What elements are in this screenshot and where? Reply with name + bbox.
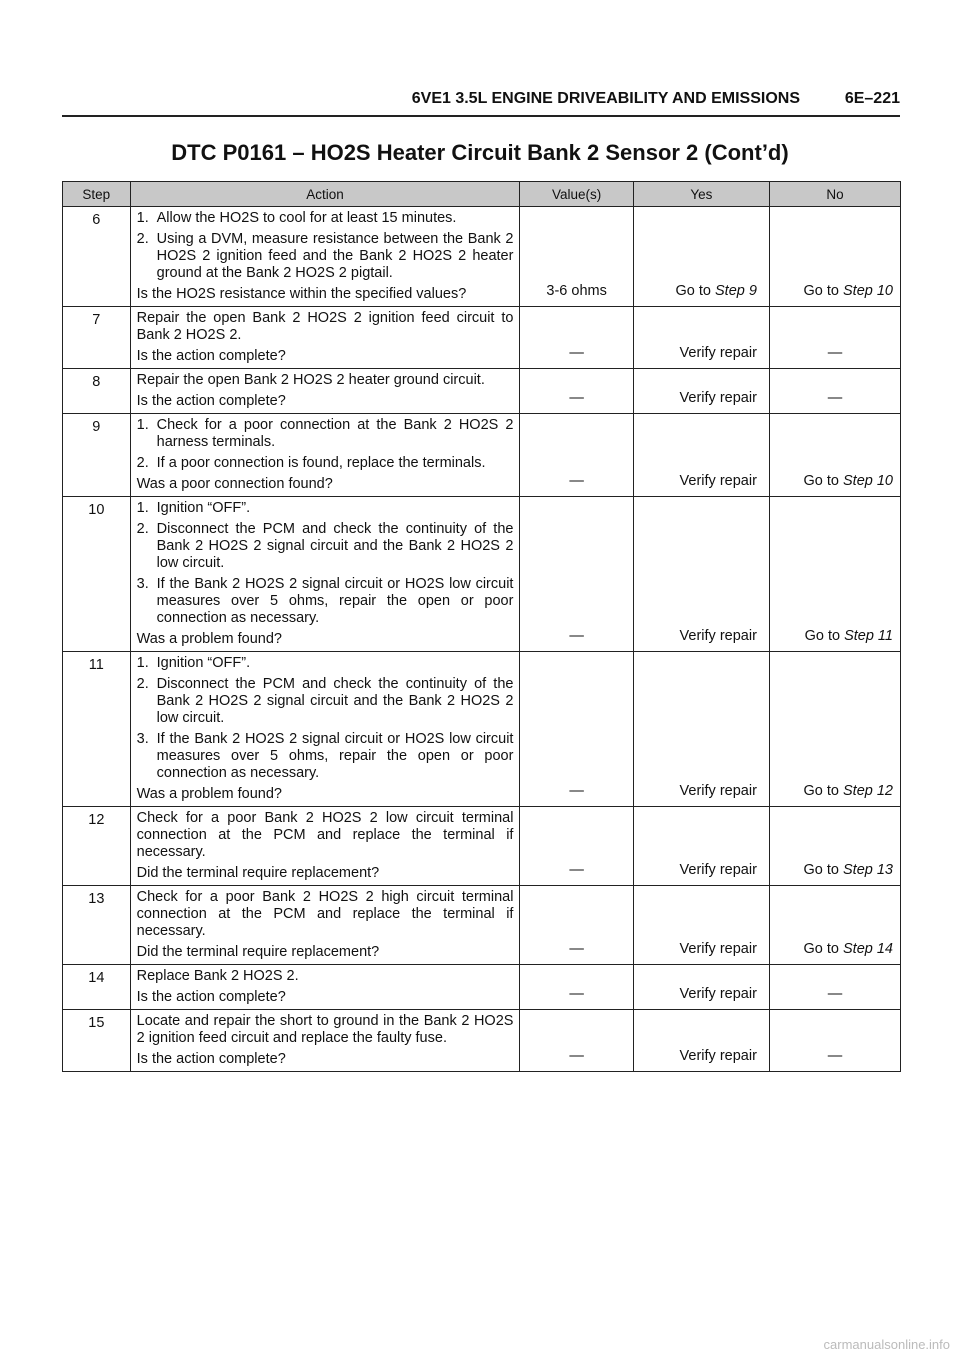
column-yes: Yes xyxy=(633,182,769,207)
item-number: 1. xyxy=(136,655,149,671)
action-item xyxy=(137,455,514,472)
action-question: Did the terminal require replacement? xyxy=(136,865,380,881)
item-text: If the Bank 2 HO2S 2 signal circuit or HO2S low circuit measures over 5 ohms, repair the open or poor connection as necessary. xyxy=(156,576,514,626)
verify-repair: Verify repair xyxy=(679,390,757,406)
yes-cell xyxy=(633,497,769,652)
dash: — xyxy=(827,390,843,406)
action-cell xyxy=(130,369,520,414)
verify-repair: Verify repair xyxy=(679,1048,757,1064)
action-question: Is the HO2S resistance within the specified values? xyxy=(136,286,467,302)
no-cell xyxy=(769,652,900,807)
value-cell: — xyxy=(520,369,633,414)
item-text: Disconnect the PCM and check the continuity of the Bank 2 HO2S 2 signal circuit and the Bank 2 HO2S 2 low circuit. xyxy=(156,676,514,726)
action-text: Check for a poor Bank 2 HO2S 2 low circuit terminal connection at the PCM and replace the terminal if necessary. xyxy=(136,810,514,860)
action-cell xyxy=(130,652,520,807)
action-cell xyxy=(130,965,520,1010)
goto-label: Go to xyxy=(803,283,839,299)
no-cell xyxy=(769,886,900,965)
step-reference: Step 10 xyxy=(843,283,893,299)
item-text: Ignition “OFF”. xyxy=(156,500,251,516)
item-text: Allow the HO2S to cool for at least 15 minutes. xyxy=(156,210,457,226)
dash: — xyxy=(827,345,843,361)
no-cell xyxy=(769,1010,900,1072)
yes-cell xyxy=(633,965,769,1010)
item-number: 3. xyxy=(136,731,149,747)
no-cell xyxy=(769,965,900,1010)
action-item xyxy=(137,731,514,782)
step-reference: Step 11 xyxy=(844,628,893,644)
step-reference: Step 14 xyxy=(843,941,893,957)
action-question: Is the action complete? xyxy=(136,1051,286,1067)
column-no: No xyxy=(769,182,900,207)
step-reference: Step 9 xyxy=(715,283,757,299)
action-question: Did the terminal require replacement? xyxy=(136,944,380,960)
verify-repair: Verify repair xyxy=(679,783,757,799)
action-cell xyxy=(130,1010,520,1072)
action-question: Is the action complete? xyxy=(136,348,286,364)
item-number: 2. xyxy=(136,676,149,692)
action-question: Was a poor connection found? xyxy=(136,476,333,492)
column-action: Action xyxy=(130,182,520,207)
yes-cell xyxy=(633,414,769,497)
step-number: 8 xyxy=(63,369,131,414)
dash: — xyxy=(827,986,843,1002)
action-cell xyxy=(130,414,520,497)
action-text: Locate and repair the short to ground in the Bank 2 HO2S 2 ignition feed circuit and replace the faulty fuse. xyxy=(136,1013,514,1046)
item-number: 1. xyxy=(136,417,149,433)
table-row xyxy=(63,652,901,807)
item-text: If a poor connection is found, replace the terminals. xyxy=(156,455,486,471)
document-title: DTC P0161 – HO2S Heater Circuit Bank 2 Sensor 2 (Cont’d) xyxy=(171,140,789,165)
verify-repair: Verify repair xyxy=(679,628,757,644)
value-cell: — xyxy=(520,307,633,369)
goto-label: Go to xyxy=(803,783,839,799)
goto-label: Go to xyxy=(803,473,839,489)
action-item xyxy=(137,417,514,451)
yes-cell xyxy=(633,886,769,965)
page-number: 6E–221 xyxy=(844,90,900,107)
action-text: Repair the open Bank 2 HO2S 2 heater ground circuit. xyxy=(136,372,485,388)
item-number: 2. xyxy=(136,231,149,247)
item-number: 2. xyxy=(136,521,149,537)
step-number: 9 xyxy=(63,414,131,497)
action-cell xyxy=(130,886,520,965)
value-cell: — xyxy=(520,965,633,1010)
table-row xyxy=(63,965,901,1010)
action-text: Replace Bank 2 HO2S 2. xyxy=(136,968,299,984)
action-cell xyxy=(130,497,520,652)
value-cell: 3-6 ohms xyxy=(520,207,633,307)
step-number: 15 xyxy=(63,1010,131,1072)
no-cell xyxy=(769,497,900,652)
value-cell: — xyxy=(520,1010,633,1072)
yes-cell xyxy=(633,652,769,807)
action-item xyxy=(137,521,514,572)
action-cell xyxy=(130,207,520,307)
step-number: 12 xyxy=(63,807,131,886)
action-item xyxy=(137,576,514,627)
item-text: Check for a poor connection at the Bank 2 HO2S 2 harness terminals. xyxy=(156,417,514,450)
action-text: Repair the open Bank 2 HO2S 2 ignition feed circuit to Bank 2 HO2S 2. xyxy=(136,310,514,343)
item-number: 2. xyxy=(136,455,149,471)
action-item xyxy=(137,676,514,727)
value-cell: — xyxy=(520,807,633,886)
action-question: Was a problem found? xyxy=(136,786,282,802)
verify-repair: Verify repair xyxy=(679,473,757,489)
item-number: 1. xyxy=(136,210,149,226)
table-row xyxy=(63,1010,901,1072)
no-cell xyxy=(769,207,900,307)
action-question: Is the action complete? xyxy=(136,989,286,1005)
column-step: Step xyxy=(63,182,131,207)
step-number: 6 xyxy=(63,207,131,307)
item-text: Ignition “OFF”. xyxy=(156,655,251,671)
step-reference: Step 13 xyxy=(843,862,893,878)
value-cell: — xyxy=(520,497,633,652)
table-row xyxy=(63,414,901,497)
item-text: Using a DVM, measure resistance between the Bank 2 HO2S 2 ignition feed and the Bank 2 HO2S 2 heater ground at the Bank 2 HO2S 2 pigtail. xyxy=(156,231,514,281)
no-cell xyxy=(769,807,900,886)
goto-label: Go to xyxy=(804,628,841,644)
header-title: 6VE1 3.5L ENGINE DRIVEABILITY AND EMISSIONS xyxy=(411,90,800,107)
goto-label: Go to xyxy=(803,941,839,957)
value-cell: — xyxy=(520,414,633,497)
action-question: Is the action complete? xyxy=(136,393,286,409)
table-row xyxy=(63,369,901,414)
no-cell xyxy=(769,369,900,414)
no-cell xyxy=(769,307,900,369)
step-number: 13 xyxy=(63,886,131,965)
dash: — xyxy=(827,1048,843,1064)
column-values: Value(s) xyxy=(520,182,633,207)
table-row xyxy=(63,807,901,886)
table-row xyxy=(63,886,901,965)
verify-repair: Verify repair xyxy=(679,862,757,878)
action-item xyxy=(137,210,514,227)
step-number: 7 xyxy=(63,307,131,369)
verify-repair: Verify repair xyxy=(679,986,757,1002)
yes-cell xyxy=(633,207,769,307)
yes-cell xyxy=(633,369,769,414)
table-row xyxy=(63,497,901,652)
yes-cell xyxy=(633,807,769,886)
action-question: Was a problem found? xyxy=(136,631,282,647)
action-item xyxy=(137,500,514,517)
value-cell: — xyxy=(520,886,633,965)
item-text: Disconnect the PCM and check the continuity of the Bank 2 HO2S 2 signal circuit and the Bank 2 HO2S 2 low circuit. xyxy=(156,521,514,571)
step-number: 14 xyxy=(63,965,131,1010)
step-number: 11 xyxy=(63,652,131,807)
goto-label: Go to xyxy=(675,283,711,299)
value-cell: — xyxy=(520,652,633,807)
verify-repair: Verify repair xyxy=(679,941,757,957)
item-number: 3. xyxy=(136,576,149,592)
action-cell xyxy=(130,807,520,886)
action-cell xyxy=(130,307,520,369)
step-number: 10 xyxy=(63,497,131,652)
watermark-text: carmanualsonline.info xyxy=(823,1337,950,1352)
action-item xyxy=(137,231,514,282)
step-reference: Step 10 xyxy=(843,473,893,489)
action-text: Check for a poor Bank 2 HO2S 2 high circuit terminal connection at the PCM and replace the terminal if necessary. xyxy=(136,889,514,939)
item-number: 1. xyxy=(136,500,149,516)
item-text: If the Bank 2 HO2S 2 signal circuit or HO2S low circuit measures over 5 ohms, repair the open or poor connection as necessary. xyxy=(156,731,514,781)
no-cell xyxy=(769,414,900,497)
yes-cell xyxy=(633,1010,769,1072)
action-item xyxy=(137,655,514,672)
step-reference: Step 12 xyxy=(843,783,893,799)
table-header-row xyxy=(63,182,901,207)
yes-cell xyxy=(633,307,769,369)
table-row xyxy=(63,207,901,307)
page-header xyxy=(62,88,900,117)
goto-label: Go to xyxy=(803,862,839,878)
verify-repair: Verify repair xyxy=(679,345,757,361)
table-row xyxy=(63,307,901,369)
diagnostic-table xyxy=(62,181,901,1072)
